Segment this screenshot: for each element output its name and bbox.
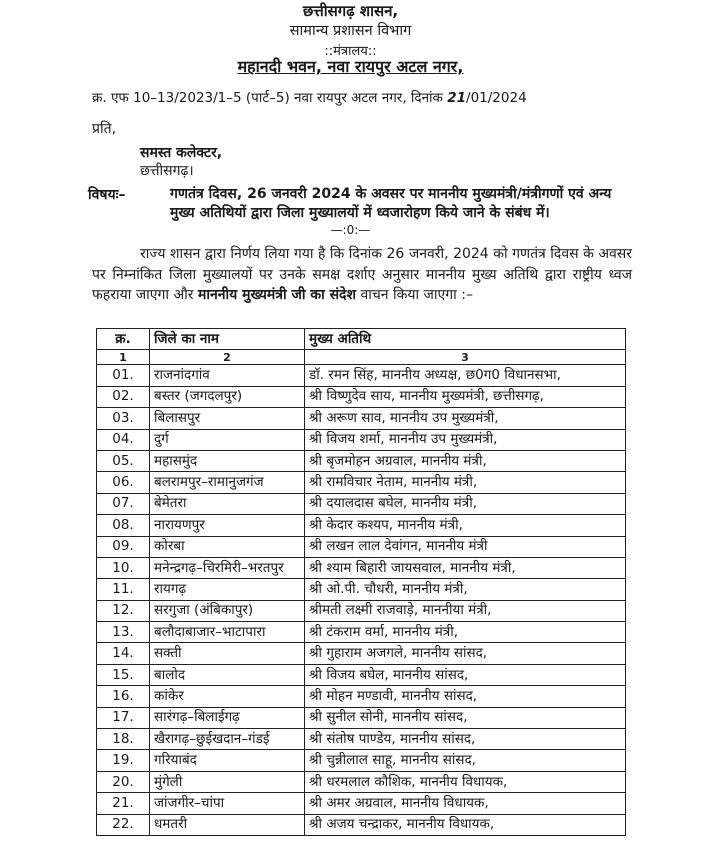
chief-guest-cell: श्री अमर अग्रवाल, माननीय विधायक, [305, 793, 626, 814]
chief-guest-cell: श्री श्याम बिहारी जायसवाल, माननीय मंत्री, [305, 557, 626, 578]
serial-cell: 04. [97, 429, 150, 450]
district-cell: बालोद [150, 664, 305, 685]
district-cell: कांकेर [150, 686, 305, 707]
chief-guest-cell: श्री रामविचार नेताम, माननीय मंत्री, [305, 472, 626, 493]
column-number: 1 [97, 350, 150, 365]
serial-cell: 22. [97, 814, 150, 835]
district-cell: रायगढ़ [150, 579, 305, 600]
body-end-text: वाचन किया जाएगा :– [360, 287, 473, 303]
serial-cell: 20. [97, 771, 150, 792]
serial-cell: 03. [97, 408, 150, 429]
header-district: जिले का नाम [150, 329, 305, 350]
chief-guest-cell: श्री केदार कश्यप, माननीय मंत्री, [305, 515, 626, 536]
district-cell: कोरबा [150, 536, 305, 557]
chief-guest-cell: श्रीमती लक्ष्मी राजवाड़े, माननीया मंत्री, [305, 600, 626, 621]
district-cell: मनेन्द्रगढ़–चिरमिरी–भरतपुर [150, 557, 305, 578]
district-cell: मुंगेली [150, 771, 305, 792]
chief-guest-cell: श्री अरूण साव, माननीय उप मुख्यमंत्री, [305, 408, 626, 429]
chief-guest-cell: श्री गुहाराम अजगले, माननीय सांसद, [305, 643, 626, 664]
serial-cell: 19. [97, 750, 150, 771]
table-row [97, 557, 626, 578]
district-cell: सरगुजा (अंबिकापुर) [150, 600, 305, 621]
district-cell: खैरागढ़–छुईखदान–गंडई [150, 729, 305, 750]
recipient-prefix: प्रति, [92, 121, 117, 137]
district-cell: बिलासपुर [150, 408, 305, 429]
table-row [97, 686, 626, 707]
table-row [97, 472, 626, 493]
serial-cell: 09. [97, 536, 150, 557]
table-row [97, 793, 626, 814]
subject-label: विषयः– [88, 187, 126, 203]
district-cell: बेमेतरा [150, 493, 305, 514]
district-guest-table [96, 328, 626, 836]
recipient-name: समस्त कलेक्टर, [140, 145, 223, 161]
table-row [97, 408, 626, 429]
reference-line [92, 88, 527, 106]
district-cell: जांजगीर–चांपा [150, 793, 305, 814]
district-cell: राजनांदगांव [150, 365, 305, 386]
district-cell: धमतरी [150, 814, 305, 835]
table-row [97, 579, 626, 600]
district-cell: दुर्ग [150, 429, 305, 450]
table-row [97, 771, 626, 792]
chief-guest-cell: श्री विजय बघेल, माननीय सांसद, [305, 664, 626, 685]
table-row [97, 622, 626, 643]
serial-cell: 11. [97, 579, 150, 600]
subject-text: गणतंत्र दिवस, 26 जनवरी 2024 के अवसर पर माननीय मुख्यमंत्री/मंत्रीगणों एवं अन्य मुख्य अतिथियों द्वारा जिला मुख्यालयों में ध्वजारोहण किये जाने के संबंध में। [170, 186, 612, 221]
reference-month-year: /01/2024 [466, 90, 527, 106]
chief-guest-cell: श्री सुनील सोनी, माननीय सांसद, [305, 707, 626, 728]
table-row [97, 515, 626, 536]
serial-cell: 02. [97, 386, 150, 407]
header-chief-guest: मुख्य अतिथि [305, 329, 626, 350]
chief-guest-cell: श्री लखन लाल देवांगन, माननीय मंत्री [305, 536, 626, 557]
district-cell: महासमुंद [150, 450, 305, 471]
chief-guest-cell: श्री संतोष पाण्डेय, माननीय सांसद, [305, 729, 626, 750]
serial-cell: 15. [97, 664, 150, 685]
chief-guest-cell: श्री दयालदास बघेल, माननीय मंत्री, [305, 493, 626, 514]
serial-cell: 12. [97, 600, 150, 621]
office-address: महानदी भवन, नवा रायपुर अटल नगर, [237, 57, 464, 76]
serial-cell: 08. [97, 515, 150, 536]
serial-cell: 07. [97, 493, 150, 514]
district-cell: सक्ती [150, 643, 305, 664]
serial-cell: 01. [97, 365, 150, 386]
table-row [97, 600, 626, 621]
govt-name: छत्तीसगढ़ शासन, [302, 2, 399, 20]
chief-guest-cell: श्री टंकराम वर्मा, माननीय मंत्री, [305, 622, 626, 643]
column-number: 2 [150, 350, 305, 365]
table-row [97, 729, 626, 750]
column-number-row [97, 350, 626, 365]
body-paragraph [92, 244, 632, 306]
reference-day: 21 [447, 90, 467, 106]
district-cell: बस्तर (जगदलपुर) [150, 386, 305, 407]
chief-guest-cell: श्री धरमलाल कौशिक, माननीय विधायक, [305, 771, 626, 792]
serial-cell: 05. [97, 450, 150, 471]
district-cell: बलरामपुर–रामानुजगंज [150, 472, 305, 493]
table-row [97, 429, 626, 450]
chief-guest-cell: डॉ. रमन सिंह, माननीय अध्यक्ष, छ0ग0 विधानसभा, [305, 365, 626, 386]
district-cell: गरियाबंद [150, 750, 305, 771]
chief-guest-cell: श्री अजय चन्द्राकर, माननीय विधायक, [305, 814, 626, 835]
district-cell: सारंगढ़–बिलाईगढ़ [150, 707, 305, 728]
table-row [97, 707, 626, 728]
table-row [97, 664, 626, 685]
district-cell: नारायणपुर [150, 515, 305, 536]
table-row [97, 386, 626, 407]
serial-cell: 10. [97, 557, 150, 578]
chief-guest-cell: श्री बृजमोहन अग्रवाल, माननीय मंत्री, [305, 450, 626, 471]
recipient-place: छत्तीसगढ़। [140, 163, 194, 179]
ministry-label: ::मंत्रालय:: [324, 44, 377, 59]
serial-cell: 14. [97, 643, 150, 664]
table-row [97, 750, 626, 771]
header-serial: क्र. [97, 329, 150, 350]
chief-guest-cell: श्री विजय शर्मा, माननीय उप मुख्यमंत्री, [305, 429, 626, 450]
department-name: सामान्य प्रशासन विभाग [289, 23, 412, 39]
chief-guest-cell: श्री विष्णुदेव साय, माननीय मुख्यमंत्री, छत्तीसगढ़, [305, 386, 626, 407]
separator: —:0:— [330, 223, 371, 237]
column-number: 3 [305, 350, 626, 365]
body-bold-text: माननीय मुख्यमंत्री जी का संदेश [198, 287, 356, 303]
table-row [97, 536, 626, 557]
serial-cell: 17. [97, 707, 150, 728]
district-cell: बलौदाबाजार–भाटापारा [150, 622, 305, 643]
table-row [97, 643, 626, 664]
serial-cell: 06. [97, 472, 150, 493]
reference-number: क्र. एफ 10–13/2023/1–5 (पार्ट–5) नवा रायपुर अटल नगर, दिनांक [92, 90, 443, 106]
serial-cell: 13. [97, 622, 150, 643]
table-header-row [97, 329, 626, 350]
table-row [97, 814, 626, 835]
serial-cell: 18. [97, 729, 150, 750]
serial-cell: 21. [97, 793, 150, 814]
table-row [97, 493, 626, 514]
table-row [97, 450, 626, 471]
chief-guest-cell: श्री मोहन मण्डावी, माननीय सांसद, [305, 686, 626, 707]
chief-guest-cell: श्री ओ.पी. चौधरी, माननीय मंत्री, [305, 579, 626, 600]
serial-cell: 16. [97, 686, 150, 707]
table-row [97, 365, 626, 386]
chief-guest-cell: श्री चुन्नीलाल साहू, माननीय सांसद, [305, 750, 626, 771]
body-text: राज्य शासन द्वारा निर्णय लिया गया है कि दिनांक 26 जनवरी, 2024 को गणतंत्र दिवस के अवसर पर निम्नांकित जिला मुख्यालयों पर उनके समक्ष दर्शाए अनुसार माननीय मुख्य अतिथि द्वारा राष्ट्रीय ध्वज फहराया जाएगा और [92, 246, 632, 303]
table-body [97, 365, 626, 836]
